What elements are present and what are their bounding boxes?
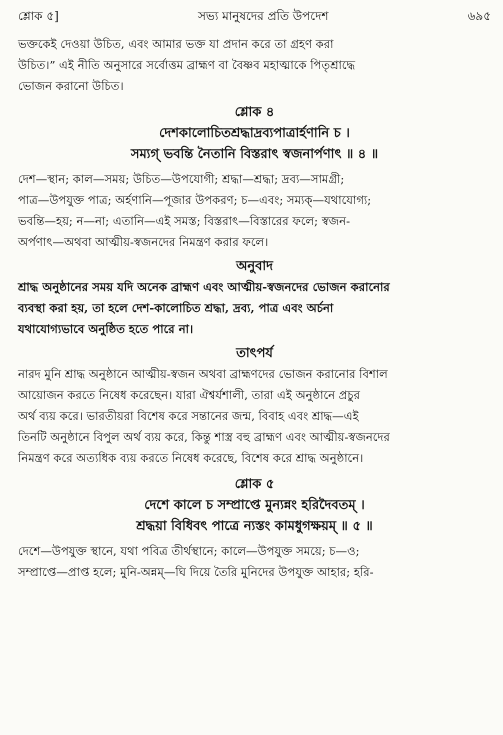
page-number: ৬৯৫ — [467, 9, 491, 23]
text-line: ভক্তকেই দেওয়া উচিত, এবং আমার ভক্ত যা প্রদান করে তা গ্রহণ করা — [18, 37, 334, 51]
verse-5-title: শ্লোক ৫ — [234, 477, 275, 492]
synonym-line: অর্পণাৎ—অথবা আত্মীয়-স্বজনদের নিমন্ত্রণ করার ফলে। — [18, 235, 269, 249]
verse-line: দেশে কালে চ সম্প্রাপ্তে মুন্যন্নং হরিদৈবতম্‌ । — [144, 498, 365, 513]
text-line: ভোজন করানো উচিত। — [18, 79, 124, 93]
purport-line: আয়োজন করতে নিষেধ করেছেন। যারা ঐশ্বর্যশালী, তারা এই অনুষ্ঠানে প্রচুর — [18, 388, 361, 402]
purport-heading: তাৎপর্য — [236, 346, 273, 361]
synonym-line: দেশে—উপযুক্ত স্থানে, যথা পবিত্র তীর্থস্থানে; কালে—উপযুক্ত সময়ে; চ—ও; — [18, 544, 360, 558]
verse-4-title: শ্লোক ৪ — [234, 105, 275, 120]
verse-5-synonyms — [18, 541, 491, 583]
verse-4-synonyms — [18, 169, 491, 253]
translation-line: শ্রাদ্ধ অনুষ্ঠানের সময় যদি অনেক ব্রাহ্মণ এবং আত্মীয়-স্বজনদের ভোজন করানোর — [18, 280, 390, 294]
verse-line: দেশকালোচিতশ্রদ্ধাদ্রব্যপাত্রার্হণানি চ । — [159, 126, 350, 141]
verse-4-text — [18, 123, 491, 165]
synonym-line: ভবন্তি—হয়; ন—না; এতানি—এই সমস্ত; বিস্তরাৎ—বিস্তারের ফলে; স্বজন- — [18, 214, 350, 228]
verse-line: শ্রদ্ধয়া বিধিবৎ পাত্রে ন্যস্তং কামধুগক্ষয়ম্‌ ॥ ৫ ॥ — [136, 519, 373, 534]
purport-line: তিনটি অনুষ্ঠানে বিপুল অর্থ ব্যয় করে, কিন্তু শাস্ত্র বহু ব্রাহ্মণ এবং আত্মীয়-স্বজনদের — [18, 430, 390, 444]
purport-line: অর্থ ব্যয় করে। ভারতীয়রা বিশেষ করে সন্তানের জন্ম, বিবাহ এবং শ্রাদ্ধ—এই — [18, 409, 359, 423]
translation-line: ব্যবস্থা করা হয়, তা হলে দেশ-কালোচিত শ্রদ্ধা, দ্রব্য, পাত্র এবং অর্চনা — [18, 301, 334, 315]
translation-line: যথাযোগ্যভাবে অনুষ্ঠিত হতে পারে না। — [18, 322, 194, 336]
translation-heading: অনুবাদ — [236, 259, 273, 274]
verse-line: সম্যগ্‌ ভবন্তি নৈতানি বিস্তরাৎ স্বজনার্পণাৎ ॥ ৪ ॥ — [130, 147, 379, 162]
synonym-line: পাত্র—উপযুক্ত পাত্র; অর্হণানি—পূজার উপকরণ; চ—এবং; সম্যক্‌—যথাযোগ্য; — [18, 193, 372, 207]
text-line: উচিত।” এই নীতি অনুসারে সর্বোত্তম ব্রাহ্মণ বা বৈষ্ণব মহাত্মাকে পিতৃশ্রাদ্ধে — [18, 58, 356, 72]
verse-5-text — [18, 495, 491, 537]
intro-paragraph — [18, 34, 491, 97]
header-verse-ref: শ্লোক ৫] — [18, 9, 59, 23]
header-chapter-title: সভ্য মানুষদের প্রতি উপদেশ — [197, 9, 329, 23]
running-header — [18, 8, 491, 28]
purport-line: নিমন্ত্রণ করে অত্যধিক ব্যয় করতে নিষেধ করেছে, বিশেষ করে শ্রাদ্ধ অনুষ্ঠানে। — [18, 451, 364, 465]
verse-4-translation — [18, 277, 491, 340]
verse-4-purport — [18, 364, 491, 469]
synonym-line: দেশ—স্থান; কাল—সময়; উচিত—উপযোগী; শ্রদ্ধা—শ্রদ্ধা; দ্রব্য—সামগ্রী; — [18, 172, 345, 186]
purport-line: নারদ মুনি শ্রাদ্ধ অনুষ্ঠানে আত্মীয়-স্বজন অথবা ব্রাহ্মণদের ভোজন করানোর বিশাল — [18, 367, 388, 381]
synonym-line: সম্প্রাপ্তে—প্রাপ্ত হলে; মুনি-অন্নম্‌—ঘি দিয়ে তৈরি মুনিদের উপযুক্ত আহার; হরি- — [18, 565, 374, 579]
